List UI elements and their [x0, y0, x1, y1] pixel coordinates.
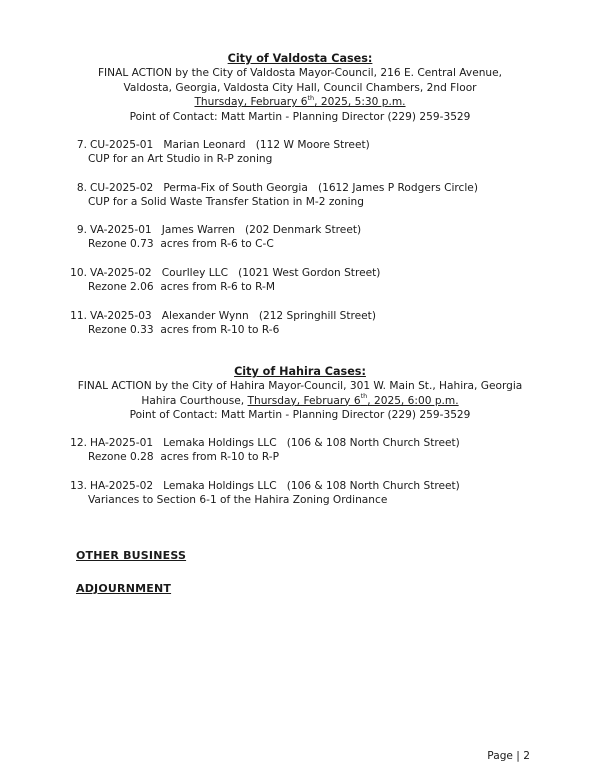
- hahira-title: City of Hahira Cases:: [234, 365, 366, 378]
- page-number: Page | 2: [487, 750, 530, 762]
- hahira-location: Hahira Courthouse,: [141, 394, 248, 407]
- item-description: Variances to Section 6-1 of the Hahira Zoning Ordinance: [88, 494, 388, 507]
- item-description: Rezone 0.73 acres from R-6 to C-C: [88, 238, 274, 251]
- item-number: 9.: [76, 224, 87, 236]
- valdosta-line1: FINAL ACTION by the City of Valdosta Mayor-Council, 216 E. Central Avenue,: [97, 67, 503, 80]
- item-description: Rezone 0.33 acres from R-10 to R-6: [88, 324, 280, 337]
- valdosta-title: City of Valdosta Cases:: [227, 52, 373, 65]
- valdosta-header: [40, 52, 560, 124]
- item-number: 10.: [70, 267, 87, 279]
- item-case: VA-2025-01 James Warren (202 Denmark Street): [90, 224, 362, 236]
- agenda-item-8: [60, 181, 560, 210]
- item-description: Rezone 2.06 acres from R-6 to R-M: [88, 281, 275, 294]
- hahira-line1: FINAL ACTION by the City of Hahira Mayor-Council, 301 W. Main St., Hahira, Georgia: [77, 380, 523, 393]
- valdosta-date: [40, 95, 560, 109]
- valdosta-date-sup: th: [307, 93, 315, 102]
- agenda-item-12: [60, 436, 560, 465]
- item-description: CUP for a Solid Waste Transfer Station in M-2 zoning: [88, 196, 364, 209]
- hahira-date: [247, 392, 459, 407]
- item-case: HA-2025-01 Lemaka Holdings LLC (106 & 108 North Church Street): [90, 437, 460, 449]
- item-number: 11.: [70, 310, 87, 322]
- hahira-contact: Point of Contact: Matt Martin - Planning Director (229) 259-3529: [129, 409, 471, 422]
- valdosta-date-rest: , 2025, 5:30 p.m.: [314, 96, 406, 109]
- other-business-heading: OTHER BUSINESS: [76, 549, 187, 562]
- agenda-item-13: [60, 479, 560, 508]
- agenda-item-9: [60, 223, 560, 252]
- agenda-item-7: [60, 138, 560, 167]
- hahira-date-sup: th: [360, 392, 368, 401]
- item-case: CU-2025-02 Perma-Fix of South Georgia (1612 James P Rodgers Circle): [90, 182, 478, 194]
- item-case: VA-2025-02 Courlley LLC (1021 West Gordon Street): [90, 267, 381, 279]
- agenda-item-11: [60, 309, 560, 338]
- item-description: CUP for an Art Studio in R-P zoning: [88, 153, 273, 166]
- hahira-date-main: Thursday, February 6: [247, 394, 361, 407]
- item-case: VA-2025-03 Alexander Wynn (212 Springhill Street): [90, 310, 376, 322]
- hahira-header: [40, 365, 560, 423]
- item-number: 13.: [70, 480, 87, 492]
- valdosta-line2: Valdosta, Georgia, Valdosta City Hall, Council Chambers, 2nd Floor: [123, 81, 477, 94]
- item-description: Rezone 0.28 acres from R-10 to R-P: [88, 451, 279, 464]
- adjournment-heading: ADJOURNMENT: [76, 582, 172, 595]
- agenda-item-10: [60, 266, 560, 295]
- item-number: 7.: [76, 139, 87, 151]
- item-case: HA-2025-02 Lemaka Holdings LLC (106 & 108 North Church Street): [90, 480, 460, 492]
- valdosta-date-main: Thursday, February 6: [194, 96, 308, 109]
- hahira-line2: [40, 394, 560, 408]
- item-case: CU-2025-01 Marian Leonard (112 W Moore Street): [90, 139, 370, 151]
- item-number: 12.: [70, 437, 87, 449]
- valdosta-contact: Point of Contact: Matt Martin - Planning Director (229) 259-3529: [129, 110, 471, 123]
- hahira-date-rest: , 2025, 6:00 p.m.: [367, 394, 459, 407]
- item-number: 8.: [76, 182, 87, 194]
